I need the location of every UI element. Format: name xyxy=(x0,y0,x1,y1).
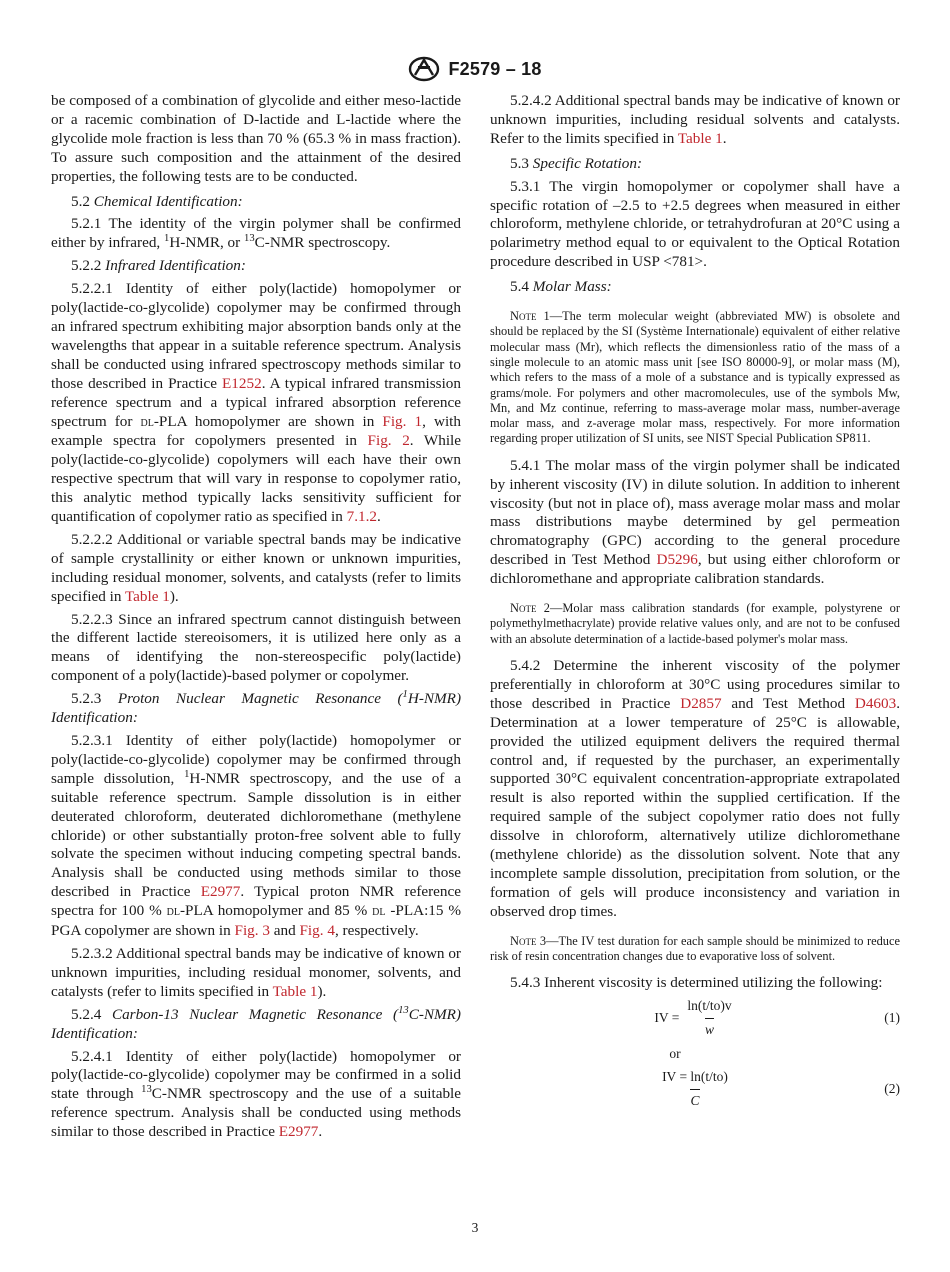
para-5-2-3-1: 5.2.3.1 Identity of either poly(lactide) homopolymer or poly(lactide-co-glycolide) copolymer may be confirmed through sample dissolution, $^1$H-NMR spectroscopy, and the use of a suitable reference spectrum. Sample dissolution is in either deuterated chloroform, deuterated dichloromethane (methylene chloride) or other substantially proton-free solvent able to fully solvate the specimen without inducing competing spectral bands. Analysis shall be conducted using methods similar to those described in Practice E2977. Typical proton NMR reference spectra for 100 % dl-PLA homopolymer and 85 % dl -PLA:15 % PGA copolymer are shown in Fig. 3 and Fig. 4, respectively. xyxy=(51,732,462,940)
standard-designation: F2579 – 18 xyxy=(448,58,542,79)
link-fig-3[interactable]: Fig. 3 xyxy=(234,922,270,940)
left-column xyxy=(51,92,461,1146)
para-5-4-2: 5.4.2 Determine the inherent viscosity of the polymer preferentially in chloroform at 30°C using procedures similar to those described in Practice D2857 and Test Method D4603. Determination at a lower temperature of 25°C is allowable, provided the utilized equipment delivers the required thermal control and, if requested by the purchaser, an experimentally supported 30°C equivalent concentration-appropriate extrapolated result is also reported within the supplied certification. If the required sample of the subject copolymer ratio does not fully dissolve in chloroform, alternatively utilize dichloromethane (methylene chloride) as the dissolution solvent. Note that any incomplete sample dissolution, precipitation from solution, or the formation of gels will produce inconsistency and variation in observed drop times. xyxy=(490,656,901,920)
link-fig-2[interactable]: Fig. 2 xyxy=(367,432,410,450)
link-fig-1[interactable]: Fig. 1 xyxy=(382,412,423,430)
link-e2977[interactable]: E2977 xyxy=(278,1123,319,1141)
heading-5-2: 5.2 Chemical Identification: xyxy=(71,192,243,210)
equation-2-denominator: C xyxy=(690,1089,699,1111)
link-e1252[interactable]: E1252 xyxy=(222,374,262,392)
para-5-2-3-2: 5.2.3.2 Additional spectral bands may be indicative of known or unknown impurities, including residual monomer, solvents, and catalysts (refer to limits specified in Table 1). xyxy=(51,944,461,1000)
para-5-2-4-1: 5.2.4.1 Identity of either poly(lactide) homopolymer or poly(lactide-co-glycolide) copolymer may be confirmed in a solid state through $^{13}$C-NMR spectroscopy and the use of a suitable reference spectrum. Analysis shall be conducted using methods similar to those described in Practice E2977. xyxy=(51,1047,462,1141)
equation-1-denominator: w xyxy=(705,1018,714,1040)
link-e2977[interactable]: E2977 xyxy=(200,883,241,901)
equation-2-number: (2) xyxy=(884,1081,900,1097)
para-5-4-3: 5.4.3 Inherent viscosity is determined utilizing the following: xyxy=(510,974,883,992)
link-7-1-2[interactable]: 7.1.2 xyxy=(346,508,378,526)
para-5-3-1: 5.3.1 The virgin homopolymer or copolymer shall have a specific rotation of –2.5 to +2.5 degrees when measured in either chloroform, methylene chloride, or tetrahydrofuran at 20°C using a polarimetry method equal to or equivalent to the Optical Rotation procedure described in USP <781>. xyxy=(490,177,900,271)
heading-5-3: 5.3 Specific Rotation: xyxy=(510,154,643,172)
note-2: Note 2—Molar mass calibration standards (for example, polystyrene or polymethylmethacrylate) provide relative values only, and are not to be confused with an absolute determination of a lactide-based polymer's molar mass. xyxy=(490,601,900,646)
para-5-2-1: 5.2.1 The identity of the virgin polymer shall be confirmed either by infrared, $^1$H-NMR, or $^{13}$C-NMR spectroscopy. xyxy=(51,215,461,252)
heading-5-2-2: 5.2.2 Infrared Identification: xyxy=(71,257,246,275)
para-5-4-1: 5.4.1 The molar mass of the virgin polymer shall be indicated by inherent viscosity (IV) in dilute solution. In addition to inherent viscosity (but not in place of), mass average molar mass and molar mass distributions maybe determined by gel permeation chromatography (GPC) according to the general procedure described in Test Method D5296, but using either chloroform or dichloromethane and appropriate calibration standards. xyxy=(490,456,900,588)
equation-2-numerator: IV = ln(t/to) xyxy=(662,1068,728,1084)
right-column xyxy=(490,92,900,1108)
equation-1 xyxy=(490,999,900,1037)
para-5-2-2-1: 5.2.2.1 Identity of either poly(lactide) homopolymer or poly(lactide-co-glycolide) copolymer may be confirmed through an infrared spectrum exhibiting major absorption bands only at the wavelengths that appear in a suitable reference spectrum. Analysis shall be conducted using infrared spectroscopy methods similar to those described in Practice E1252. A typical infrared transmission reference spectrum and a typical infrared absorption reference spectrum for dl-PLA homopolymer are shown in Fig. 1, with example spectra for copolymers presented in Fig. 2. While poly(lactide-co-glycolide) copolymers will each have their own respective spectrum that will vary in response to copolymer ratio, this analytic method typically lacks sensitivity sufficient for quantification of copolymer ratio as specified in 7.1.2. xyxy=(51,280,462,526)
link-fig-4[interactable]: Fig. 4 xyxy=(299,922,335,940)
equation-1-numerator: ln(t/to)v xyxy=(687,997,732,1013)
para-5-2-2-3: 5.2.2.3 Since an infrared spectrum cannot distinguish between the different lactide stereoisomers, it is utilized here only as a means of identifying the non-stereospecific poly(lactide) component of a poly(lactide)-based polymer or copolymer. xyxy=(51,610,461,685)
link-d4603[interactable]: D4603 xyxy=(854,694,897,712)
para-5-2-4-2: 5.2.4.2 Additional spectral bands may be indicative of known or unknown impurities, including residual solvents and catalysts. Refer to the limits specified in Table 1. xyxy=(490,92,900,147)
heading-5-2-4: 5.2.4 Carbon-13 Nuclear Magnetic Resonance ($^{13}$C-NMR) Identification: xyxy=(51,1004,461,1042)
page-number: 3 xyxy=(471,1220,479,1235)
astm-logo xyxy=(408,56,440,82)
link-d2857[interactable]: D2857 xyxy=(680,694,722,712)
equation-1-number: (1) xyxy=(884,1010,900,1026)
intro-paragraph: be composed of a combination of glycolide and either meso-lactide or a racemic combination of D-lactide and L-lactide where the glycolide mole fraction is less than 70 % (65.3 % in mass fraction). To assure such composition and the attainment of the desired properties, the following tests are to be conducted. xyxy=(51,92,461,185)
page-header xyxy=(0,54,950,84)
note-3: Note 3—The IV test duration for each sample should be minimized to reduce risk of resin concentration changes due to evaporative loss of solvent. xyxy=(490,933,900,963)
equation-2-fraction xyxy=(658,1068,732,1111)
link-table-1[interactable]: Table 1 xyxy=(272,982,318,1000)
heading-5-4: 5.4 Molar Mass: xyxy=(510,278,612,296)
equation-2 xyxy=(490,1070,900,1108)
equation-1-lhs: IV = xyxy=(654,1009,680,1025)
link-table-1[interactable]: Table 1 xyxy=(124,587,170,605)
heading-5-2-3: 5.2.3 Proton Nuclear Magnetic Resonance ($^1$H-NMR) Identification: xyxy=(51,689,462,727)
note-1: Note 1—The term molecular weight (abbreviated MW) is obsolete and should be replaced by the SI (Système Internationale) equivalent of either relative molecular mass (Mr), which reflects the dimensionless ratio of the mass of a single molecule to an atomic mass unit [see ISO 80000-9], or molar mass (M), which refers to the mass of a mole of a substance and is typically expressed as grams/mole. For polymers and other macromolecules, use of the symbols Mw, Mn, and Mz continue, referring to mass-average molar mass, number-average molar mass, and z-average molar mass, respectively. For more information regarding proper utilization of SI units, see NIST Special Publication SP811. xyxy=(490,309,900,446)
para-5-2-2-2: 5.2.2.2 Additional or variable spectral bands may be indicative of sample crystallinity or either known or unknown impurities, including residual monomer, solvents, and catalysts (refer to limits specified in Table 1). xyxy=(51,530,461,605)
link-table-1[interactable]: Table 1 xyxy=(677,129,723,147)
link-d5296[interactable]: D5296 xyxy=(656,551,698,569)
equation-or: or xyxy=(669,1046,681,1062)
equation-1-fraction xyxy=(683,997,735,1040)
